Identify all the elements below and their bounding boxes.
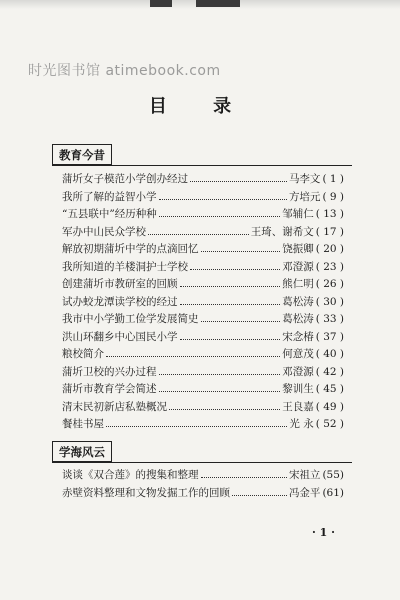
toc-entry[interactable] xyxy=(62,329,344,347)
entry-author: 葛松涛 xyxy=(282,313,314,325)
toc-list-education xyxy=(62,171,344,434)
entry-author: 葛松涛 xyxy=(282,295,314,308)
entry-page: (55) xyxy=(322,469,344,481)
toc-entry[interactable] xyxy=(62,224,344,242)
entry-author: 邓澄源 xyxy=(282,365,314,378)
entry-page: ( 9 ) xyxy=(322,190,344,203)
toc-entry[interactable] xyxy=(62,364,344,382)
entry-page: ( 1 ) xyxy=(322,173,344,185)
leader-dots xyxy=(190,261,280,270)
entry-page: (61) xyxy=(322,486,344,499)
entry-page: ( 13 ) xyxy=(315,208,344,220)
toc-entry[interactable] xyxy=(62,276,344,294)
entry-title: 我所知道的羊楼洞护士学校 xyxy=(62,260,188,273)
toc-entry[interactable] xyxy=(62,206,344,224)
leader-dots xyxy=(180,296,281,305)
toc-list-academic xyxy=(62,467,344,502)
section-rule xyxy=(52,165,352,166)
entry-author: 马李文 xyxy=(288,173,321,185)
entry-page: ( 49 ) xyxy=(315,400,344,413)
entry-title: 清末民初新店私塾概况 xyxy=(62,400,167,413)
entry-page: ( 40 ) xyxy=(315,348,344,360)
toc-entry[interactable] xyxy=(62,381,344,399)
entry-author: 饶振卿 xyxy=(282,243,314,255)
entry-author: 方培元 xyxy=(288,190,321,203)
entry-page: ( 26 ) xyxy=(315,278,344,290)
toc-entry[interactable] xyxy=(62,399,344,417)
scan-mark xyxy=(196,0,240,7)
entry-page: ( 33 ) xyxy=(315,313,344,325)
leader-dots xyxy=(159,383,281,392)
entry-title: 洪山环翻乡中心国民小学 xyxy=(62,330,178,343)
toc-entry[interactable] xyxy=(62,259,344,277)
entry-page: ( 42 ) xyxy=(315,365,344,378)
entry-title: “五县联中”经历种种 xyxy=(62,208,157,220)
entry-title: 蒲圻市教育学会简述 xyxy=(62,383,157,395)
leader-dots xyxy=(159,366,281,375)
leader-dots xyxy=(106,348,280,357)
entry-title: 创建蒲圻市教研室的回顾 xyxy=(62,278,178,290)
entry-author: 王琦、谢希文 xyxy=(250,225,314,238)
scan-mark xyxy=(150,0,172,7)
toc-entry[interactable] xyxy=(62,189,344,207)
section-rule xyxy=(52,462,352,463)
toc-entry[interactable] xyxy=(62,485,344,503)
entry-author: 冯金平 xyxy=(288,486,321,499)
section-heading-education: 教育今昔 xyxy=(52,144,112,165)
entry-title: 我所了解的益智小学 xyxy=(62,190,157,203)
entry-title: 谈谈《双合莲》的搜集和整理 xyxy=(62,469,199,481)
toc-entry[interactable] xyxy=(62,311,344,329)
entry-title: 赤壁资料整理和文物发掘工作的回顾 xyxy=(62,486,230,499)
entry-author: 宋念椿 xyxy=(282,330,314,343)
leader-dots xyxy=(180,278,281,287)
leader-dots xyxy=(148,226,249,235)
toc-entry[interactable] xyxy=(62,171,344,189)
entry-page: ( 52 ) xyxy=(315,418,344,430)
entry-title: 蒲圻女子模范小学创办经过 xyxy=(62,173,188,185)
entry-page: ( 30 ) xyxy=(315,295,344,308)
entry-author: 邓澄源 xyxy=(282,260,314,273)
toc-entry[interactable] xyxy=(62,241,344,259)
entry-title: 军办中山民众学校 xyxy=(62,225,146,238)
leader-dots xyxy=(201,313,281,322)
entry-author: 宋祖立 xyxy=(288,469,321,481)
entry-author: 王良嘉 xyxy=(282,400,314,413)
leader-dots xyxy=(201,469,287,478)
entry-author: 邹辅仁 xyxy=(282,208,314,220)
entry-page: ( 37 ) xyxy=(315,330,344,343)
entry-page: ( 45 ) xyxy=(315,383,344,395)
entry-author: 熊仁明 xyxy=(282,278,314,290)
leader-dots xyxy=(180,331,281,340)
entry-author: 黎训生 xyxy=(282,383,314,395)
toc-entry[interactable] xyxy=(62,294,344,312)
entry-author: 光 永 xyxy=(289,418,314,430)
page-number: · 1 · xyxy=(312,526,335,539)
entry-page: ( 20 ) xyxy=(315,243,344,255)
section-heading-academic: 学海风云 xyxy=(52,441,112,462)
leader-dots xyxy=(201,243,281,252)
leader-dots xyxy=(106,418,287,427)
leader-dots xyxy=(190,173,287,182)
toc-entry[interactable] xyxy=(62,416,344,434)
leader-dots xyxy=(232,487,287,496)
leader-dots xyxy=(169,401,280,410)
entry-title: 蒲圻卫校的兴办过程 xyxy=(62,365,157,378)
entry-title: 餐桂书屋 xyxy=(62,418,104,430)
entry-title: 我市中小学勤工俭学发展简史 xyxy=(62,313,199,325)
watermark: 时光图书馆 atimebook.com xyxy=(28,63,221,79)
page-title: 目 录 xyxy=(148,96,252,117)
toc-entry[interactable] xyxy=(62,346,344,364)
entry-page: ( 23 ) xyxy=(315,260,344,273)
leader-dots xyxy=(159,191,287,200)
entry-title: 试办蛟龙潭读学校的经过 xyxy=(62,295,178,308)
leader-dots xyxy=(159,208,281,217)
entry-page: ( 17 ) xyxy=(315,225,344,238)
entry-title: 解放初期蒲圻中学的点滴回忆 xyxy=(62,243,199,255)
toc-entry[interactable] xyxy=(62,467,344,485)
entry-title: 粮校简介 xyxy=(62,348,104,360)
entry-author: 何意茂 xyxy=(282,348,314,360)
